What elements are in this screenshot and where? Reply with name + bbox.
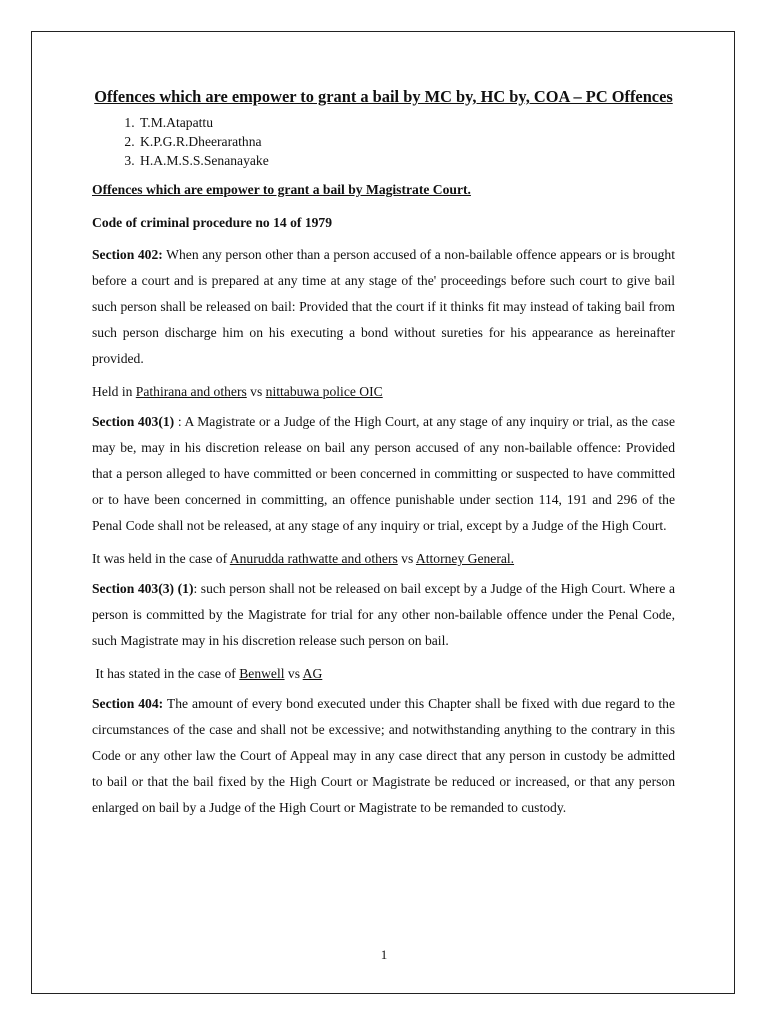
held-prefix: Held in [92, 384, 136, 399]
document-title: Offences which are empower to grant a bail by MC by, HC by, COA – PC Offences [94, 87, 673, 106]
author-item: 2. K.P.G.R.Dheerarathna [138, 132, 675, 151]
author-item: 1. T.M.Atapattu [138, 113, 675, 132]
case-name-b: Attorney General. [415, 551, 515, 566]
versus: vs [246, 384, 266, 399]
section-402-text: When any person other than a person accused of a non-bailable offence appears or is brought before a court and is prepared at any time at any stage of the' proceedings before such court to give bail such person shall be released on bail: Provided that the court if it thinks fit may instead of taking bail from such person discharge him on his executing a bond without sureties for his appearance as hereinafter provided. [92, 247, 676, 366]
held-prefix: It has stated in the case of [92, 666, 240, 681]
code-heading: Code of criminal procedure no 14 of 1979 [92, 215, 333, 230]
case-name-a: Benwell [239, 666, 285, 681]
section-403-1-label: Section 403(1) [92, 414, 175, 429]
held-in-benwell [92, 664, 675, 683]
versus: vs [397, 551, 416, 566]
page-number: 1 [380, 947, 388, 962]
section-404 [92, 691, 675, 821]
case-name-a: Anurudda rathwatte and others [229, 551, 398, 566]
case-name-b: nittabuwa police OIC [265, 384, 383, 399]
versus: vs [284, 666, 303, 681]
case-name-b: AG [302, 666, 323, 681]
section-402 [92, 242, 675, 372]
subheading: Offences which are empower to grant a bail by Magistrate Court. [92, 182, 471, 197]
section-403-3-text: : such person shall not be released on bail except by a Judge of the High Court. Where a person is committed by the Magistrate for trial for any other non-bailable offence under the Penal Code, such Magistrate may in his discretion release such person on bail. [92, 581, 675, 648]
document-body [92, 86, 675, 821]
case-name-a: Pathirana and others [135, 384, 247, 399]
author-item: 3. H.A.M.S.S.Senanayake [138, 151, 675, 170]
held-in-anurudda [92, 549, 675, 568]
section-404-text: The amount of every bond executed under this Chapter shall be fixed with due regard to the circumstances of the case and shall not be excessive; and notwithstanding anything to the contrary in this Code or any other law the Court of Appeal may in any case direct that any person in custody be admitted to bail or that the bail fixed by the High Court or Magistrate be reduced or increased, or that any person enlarged on bail by a Judge of the High Court or Magistrate to be remanded to custody. [92, 696, 675, 815]
held-prefix: It was held in the case of [92, 551, 230, 566]
section-404-label: Section 404: [92, 696, 164, 711]
section-403-1 [92, 409, 675, 539]
held-in-pathirana [92, 382, 675, 401]
section-403-1-text: : A Magistrate or a Judge of the High Court, at any stage of any inquiry or trial, as the case may be, may in his discretion release on bail any person accused of any non-bailable offence: Provided that a person alleged to have committed or been concerned in committing or suspected to have committed or to have been concerned in committing, an offence punishable under section 114, 191 and 296 of the Penal Code shall not be released, at any stage of any inquiry or trial, except by a Judge of the High Court. [92, 414, 675, 533]
section-403-3 [92, 576, 675, 654]
section-402-label: Section 402: [92, 247, 163, 262]
section-403-3-label: Section 403(3) (1) [92, 581, 194, 596]
author-list [92, 113, 675, 170]
